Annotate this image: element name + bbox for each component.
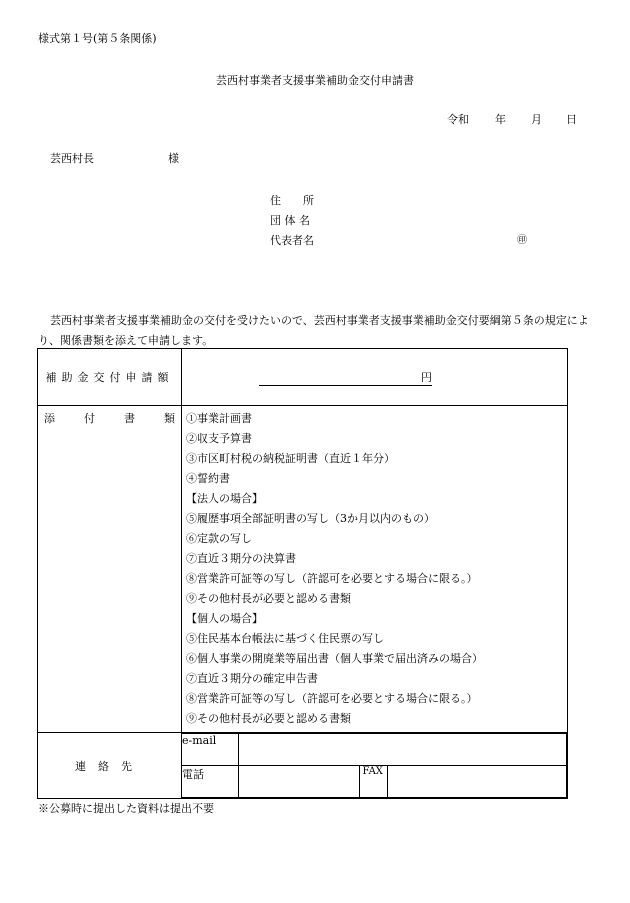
email-field[interactable] [238,734,567,766]
org-name-label: 団 体 名 [270,214,310,227]
list-item: ⑧営業許可証等の写し（許認可を必要とする場合に限る。） [186,572,478,585]
list-item: 【個人の場合】 [186,612,263,625]
attachments-label: 添 付 書 類 [44,412,175,425]
form-number: 様式第１号(第５条関係) [38,32,157,45]
contact-label: 連絡先 [38,733,182,799]
date-era: 令和 [447,113,469,126]
list-item: ⑦直近３期分の確定申告書 [186,672,318,685]
list-item: ⑨その他村長が必要と認める書類 [186,592,351,605]
list-item: ⑥定款の写し [186,532,252,545]
attachments-list [182,406,567,732]
list-item: ⑤履歴事項全部証明書の写し（3か月以内のもの） [186,512,435,525]
phone-label: 電話 [182,766,238,798]
addressee-name: 芸西村長 [50,152,94,165]
footnote: ※公募時に提出した資料は提出不要 [38,802,214,815]
email-label: e-mail [182,734,238,766]
fax-field[interactable] [387,766,567,798]
addressee-honorific: 様 [168,152,179,165]
amount-field[interactable] [182,349,568,406]
list-item: 【法人の場合】 [186,492,263,505]
application-table [37,348,568,799]
date-year: 年 [495,113,506,126]
list-item: ⑥個人事業の開廃業等届出書（個人事業で届出済みの場合） [186,652,483,665]
representative-label: 代表者名 [270,234,314,247]
list-item: ③市区町村税の納税証明書（直近１年分） [186,452,395,465]
contact-row [38,733,568,799]
seal-mark: ㊞ [517,235,527,246]
list-item: ①事業計画書 [186,412,252,425]
document-title: 芸西村事業者支援事業補助金交付申請書 [216,74,414,87]
list-item: ⑦直近３期分の決算書 [186,552,296,565]
list-item: ⑧営業許可証等の写し（許認可を必要とする場合に限る。） [186,692,478,705]
list-item: ⑨その他村長が必要と認める書類 [186,712,351,725]
fax-label: FAX [359,766,387,798]
phone-field[interactable] [238,766,359,798]
attachments-row [38,406,568,733]
amount-label: 補助金交付申請額 [38,349,182,406]
list-item: ⑤住民基本台帳法に基づく住民票の写し [186,632,384,645]
date-day: 日 [566,113,577,126]
yen-unit: 円 [421,370,432,384]
application-statement: 芸西村事業者支援事業補助金の交付を受けたいので、芸西村事業者支援事業補助金交付要綱第５条の規定により、関係書類を添えて申請します。 [38,314,589,347]
list-item: ④誓約書 [186,472,230,485]
list-item: ②収支予算書 [186,432,252,445]
amount-row [38,349,568,406]
address-label: 住 所 [270,194,314,207]
date-month: 月 [531,113,542,126]
